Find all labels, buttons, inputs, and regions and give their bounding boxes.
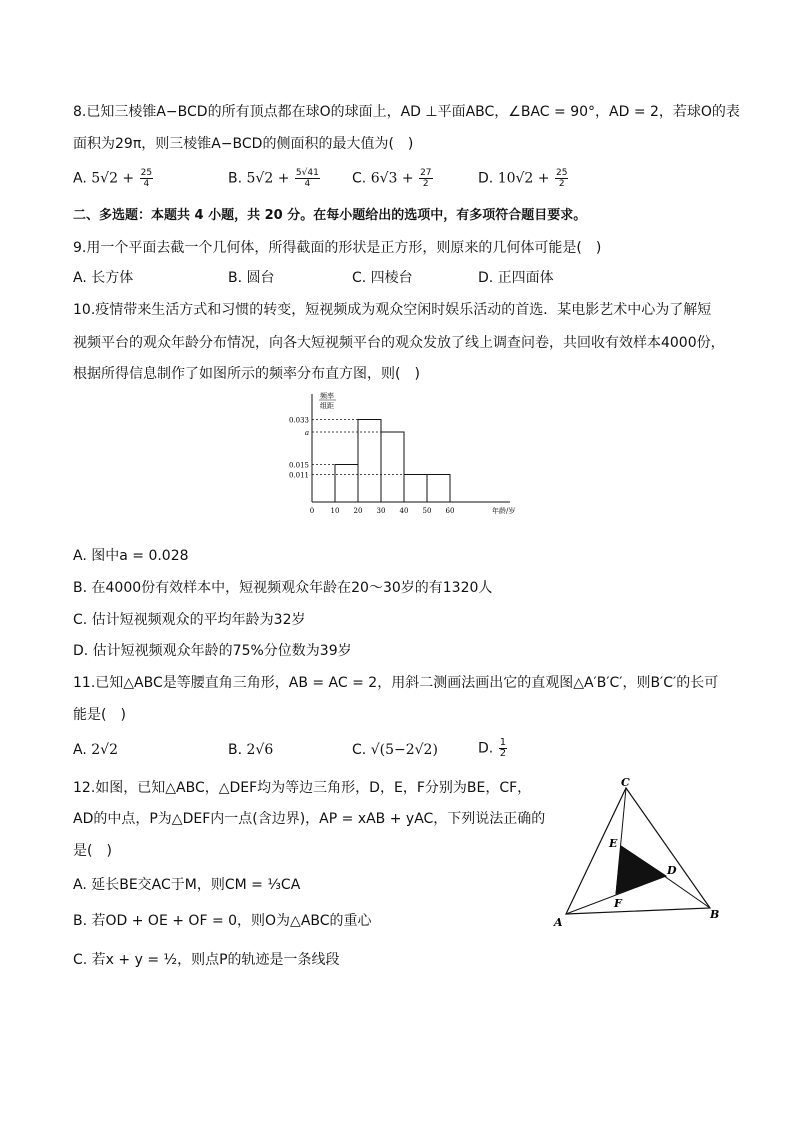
q11-option-d[interactable]: D. $\frac{1}{2}$ bbox=[478, 737, 507, 759]
section-heading-multiple-choice: 二、多选题：本题共 4 小题，共 20 分。在每小题给出的选项中，有多项符合题目要求。 bbox=[73, 208, 587, 223]
x-tick-label-0: 0 bbox=[309, 507, 315, 515]
triangle-def bbox=[616, 846, 666, 894]
q9-option-d[interactable]: D. 正四面体 bbox=[478, 270, 554, 286]
triangle-abc bbox=[566, 788, 710, 914]
q12-stem-line2: AD的中点，P为△DEF内一点(含边界)，AP = xAB + yAC，下列说法正确的 bbox=[73, 811, 546, 827]
label-c: C bbox=[621, 776, 630, 789]
label-f: F bbox=[614, 897, 622, 910]
label-d: D bbox=[667, 864, 677, 877]
y-tick-label-2: a bbox=[304, 429, 309, 437]
q10-stem-line2: 视频平台的观众年龄分布情况，向各大短视频平台的观众发放了线上调查问卷，共回收有效样本4000份， bbox=[73, 335, 725, 351]
q9-option-c[interactable]: C. 四棱台 bbox=[352, 270, 413, 286]
q8-option-c[interactable]: C. 6√3 + $\frac{27}{2}$ bbox=[352, 168, 432, 189]
q12-option-c[interactable]: C. 若x + y = ½，则点P的轨迹是一条线段 bbox=[73, 952, 340, 968]
y-tick-label-4: 0.011 bbox=[288, 471, 309, 480]
q9-stem: 9.用一个平面去截一个几何体，所得截面的形状是正方形，则原来的几何体可能是( ) bbox=[73, 240, 602, 256]
histogram-bar-3 bbox=[381, 432, 404, 502]
q8-option-d[interactable]: D. 10√2 + $\frac{25}{2}$ bbox=[478, 168, 568, 189]
q10-stem-line3: 根据所得信息制作了如图所示的频率分布直方图，则( ) bbox=[73, 366, 420, 382]
q12-stem-line3: 是( ) bbox=[73, 843, 112, 859]
q8-stem-line2: 面积为29π，则三棱锥A−BCD的侧面积的最大值为( ) bbox=[73, 136, 414, 152]
q11-option-c[interactable]: C. √(5−2√2) bbox=[352, 742, 438, 758]
q12-option-a[interactable]: A. 延长BE交AC于M，则CM = ⅓CA bbox=[73, 877, 301, 893]
q11-stem-line1: 11.已知△ABC是等腰直角三角形，AB = AC = 2，用斜二测画法画出它的直观图△A′B′C′，则B′C′的长可 bbox=[73, 675, 719, 691]
q10-option-c[interactable]: C. 估计短视频观众的平均年龄为32岁 bbox=[73, 612, 306, 628]
q11-stem-line2: 能是( ) bbox=[73, 707, 126, 723]
y-axis-label-top: 频率 bbox=[320, 392, 334, 400]
x-axis-label: 年龄/岁 bbox=[492, 507, 516, 515]
x-tick-label-40: 40 bbox=[399, 507, 409, 515]
label-b: B bbox=[710, 908, 720, 921]
triangle-figure bbox=[548, 776, 724, 932]
x-tick-label-20: 20 bbox=[353, 507, 363, 515]
x-tick-label-50: 50 bbox=[422, 507, 432, 515]
q10-option-a[interactable]: A. 图中a = 0.028 bbox=[73, 548, 189, 564]
q8-option-a[interactable]: A. 5√2 + $\frac{25}{4}$ bbox=[73, 168, 153, 189]
label-e: E bbox=[609, 837, 618, 850]
q12-option-b[interactable]: B. 若OD + OE + OF = 0，则O为△ABC的重心 bbox=[73, 913, 372, 929]
q9-option-b[interactable]: B. 圆台 bbox=[228, 270, 275, 286]
x-tick-label-10: 10 bbox=[330, 507, 340, 515]
y-axis-label-bottom: 组距 bbox=[320, 402, 334, 410]
q10-stem-line1: 10.疫情带来生活方式和习惯的转变，短视频成为观众空闲时娱乐活动的首选．某电影艺术中心为了解短 bbox=[73, 302, 712, 318]
histogram-bar-4 bbox=[404, 475, 427, 503]
q12-stem-line1: 12.如图，已知△ABC，△DEF均为等边三角形，D，E，F分别为BE，CF， bbox=[73, 780, 532, 796]
q11-option-a[interactable]: A. 2√2 bbox=[73, 742, 118, 758]
frequency-histogram bbox=[280, 388, 520, 520]
y-tick-label-3: 0.015 bbox=[288, 461, 309, 470]
label-a: A bbox=[554, 916, 563, 929]
x-tick-label-60: 60 bbox=[445, 507, 455, 515]
q8-option-b[interactable]: B. 5√2 + $\frac{5√41}{4}$ bbox=[228, 168, 319, 189]
x-tick-label-30: 30 bbox=[376, 507, 386, 515]
q10-option-d[interactable]: D. 估计短视频观众年龄的75%分位数为39岁 bbox=[73, 643, 352, 659]
y-tick-label-1: 0.033 bbox=[288, 416, 309, 425]
q10-option-b[interactable]: B. 在4000份有效样本中，短视频观众年龄在20～30岁的有1320人 bbox=[73, 580, 493, 596]
q9-option-a[interactable]: A. 长方体 bbox=[73, 270, 134, 286]
q11-option-b[interactable]: B. 2√6 bbox=[228, 742, 274, 758]
histogram-bar-5 bbox=[427, 475, 450, 503]
q8-stem-line1: 8.已知三棱锥A−BCD的所有顶点都在球O的球面上，AD ⊥平面ABC，∠BAC = 90°，AD = 2，若球O的表 bbox=[73, 104, 740, 120]
histogram-bar-1 bbox=[335, 465, 358, 503]
